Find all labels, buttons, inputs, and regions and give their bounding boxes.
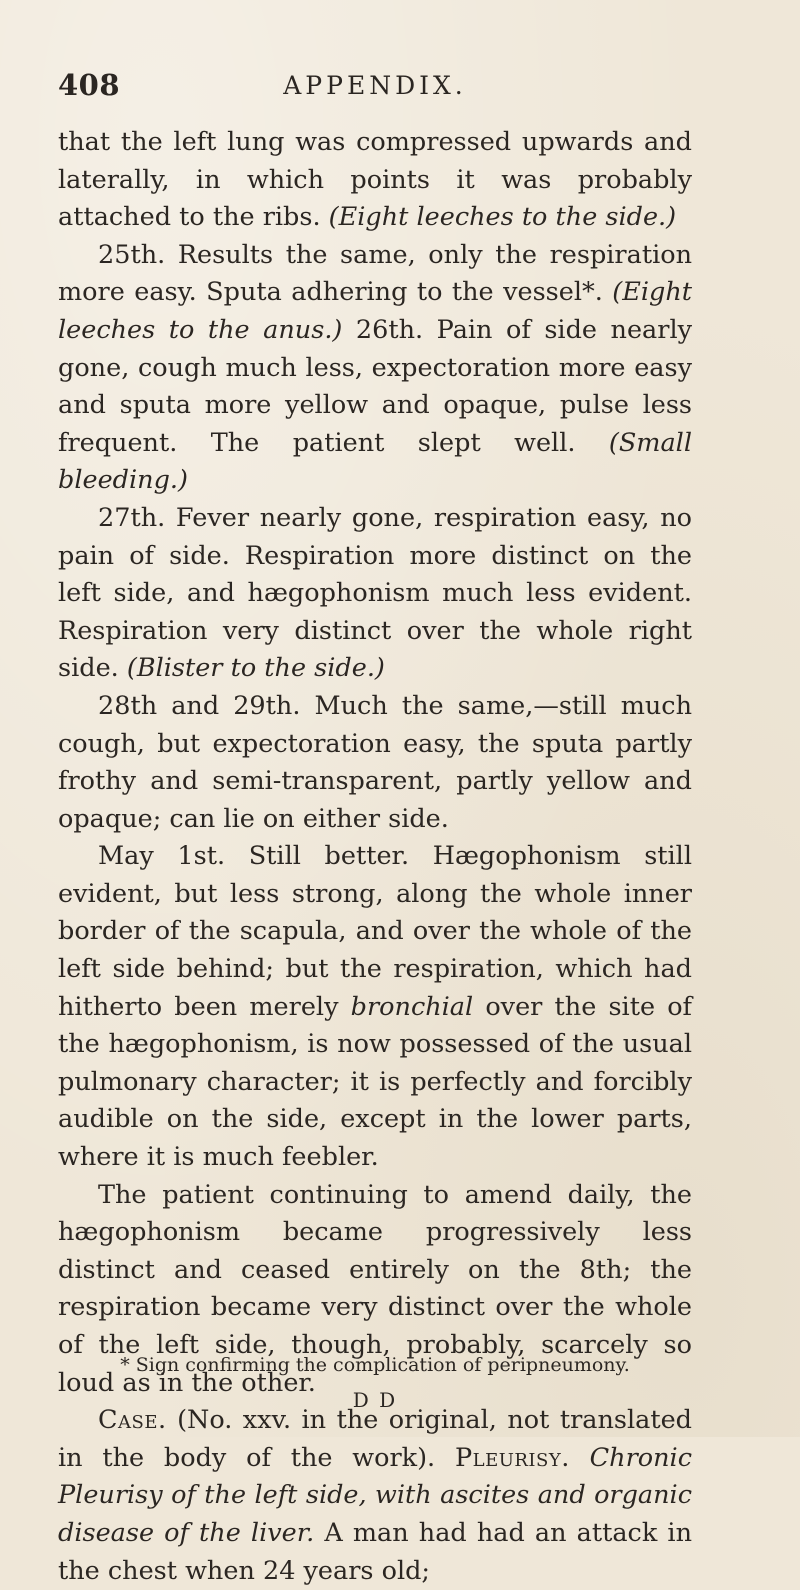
paragraph-text: 25th. Results the same, only the respiration more easy. Sputa adhering to the vessel*. [58, 239, 692, 308]
signature-mark: D D [352, 1388, 398, 1412]
paragraph-text: (No. xxv. in the original, not translated in the body of the work). [58, 1405, 692, 1473]
italic-text: (Small bleeding.) [58, 427, 692, 496]
running-title: APPENDIX. [283, 71, 467, 100]
footnote: * Sign confirming the complication of peripneumony. [120, 1354, 630, 1376]
small-caps-text: Pleurisy. [454, 1442, 570, 1473]
paragraph-text: 27th. Fever nearly gone, respiration easy, no pain of side. Respiration more distinct on the left side, and hægophonism much less evident. Respiration very distinct over the whole right side. [58, 502, 692, 684]
paragraph-text: 26th. Pain of side nearly gone, cough much less, expectoration more easy and sputa more yellow and opaque, pulse less frequent. The patient slept well. [58, 314, 692, 458]
paragraph [58, 1402, 692, 1590]
paragraph [58, 688, 692, 838]
italic-text: (Blister to the side.) [126, 653, 385, 684]
paragraph [58, 237, 692, 500]
paragraph [58, 500, 692, 688]
italic-text: (Eight leeches to the side.) [328, 202, 677, 233]
paragraph-text: The patient continuing to amend daily, the hægophonism became progressively less distinct and ceased entirely on the 8th; the respiration became very distinct over the whole of the left side, though, probably, scarcely so loud as in the other. [58, 1179, 692, 1398]
paragraph [58, 124, 692, 237]
small-caps-text: Case. [98, 1405, 167, 1436]
running-head [58, 68, 692, 104]
paragraph-text: A man had had an attack in the chest when 24 years old; [58, 1517, 692, 1586]
italic-text: bronchial [350, 991, 474, 1022]
paragraph-text: over the site of the hægophonism, is now possessed of the usual pulmonary character; it is perfectly and forcibly audible on the side, except in the lower parts, where it is much feebler. [58, 991, 692, 1173]
paragraph-text: 28th and 29th. Much the same,—still much cough, but expectoration easy, the sputa partly frothy and semi-transparent, partly yellow and opaque; can lie on either side. [58, 690, 692, 834]
page-number: 408 [58, 68, 121, 102]
italic-text: (Eight leeches to the anus.) [58, 277, 692, 345]
paragraph [58, 838, 692, 1176]
paragraph-text [570, 1443, 590, 1473]
paragraph-text: May 1st. Still better. Hægophonism still evident, but less strong, along the whole inner border of the scapula, and over the whole of the left side behind; but the respiration, which had hitherto been merely [58, 841, 692, 1022]
italic-text: Chronic Pleurisy of the left side, with ascites and organic disease of the liver. [58, 1442, 692, 1548]
paragraph-text: that the left lung was compressed upwards and laterally, in which points it was probably attached to the ribs. [58, 127, 692, 233]
